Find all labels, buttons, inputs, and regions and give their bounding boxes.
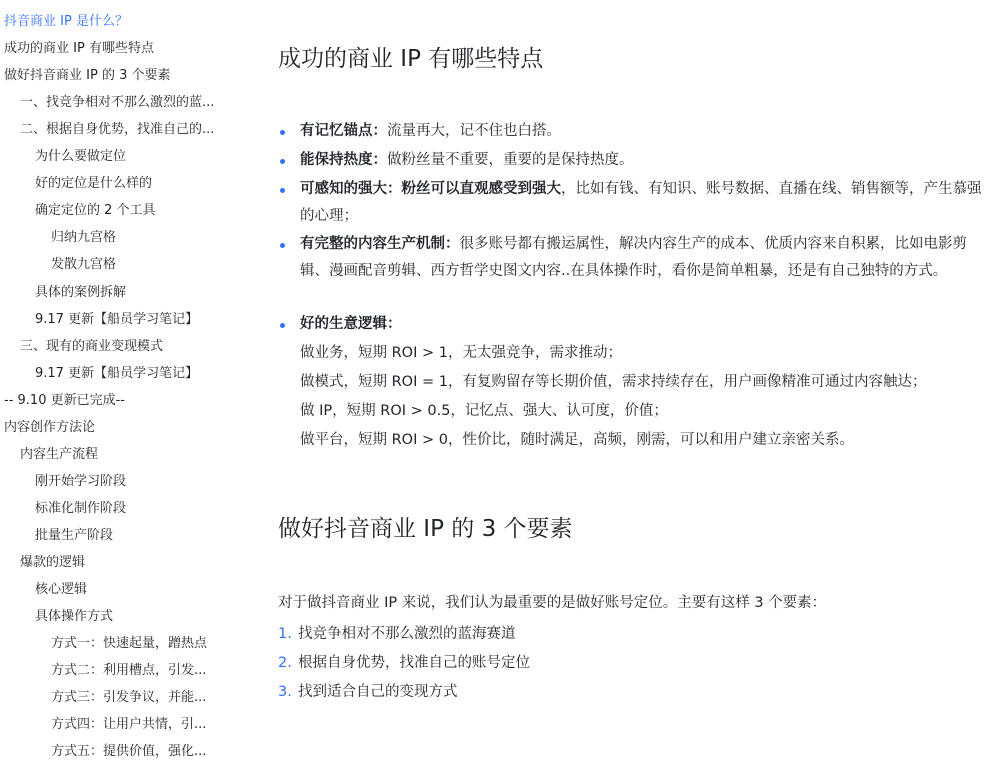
- toc-item[interactable]: 归纳九宫格: [51, 230, 117, 246]
- bullet-text: 很多账号都有搬运属性，解决内容生产的成本、优质内容来自积累，比如电影剪辑、漫画配音剪辑、西方哲学史图文内容..在具体操作时，看你是简单粗暴，还是有自己独特的方式。: [300, 236, 967, 279]
- toc-item[interactable]: 发散九宫格: [51, 257, 117, 273]
- toc-item[interactable]: 具体操作方式: [35, 609, 114, 625]
- section-intro: 对于做抖音商业 IP 来说，我们认为最重要的是做好账号定位。主要有这样 3 个要素：: [278, 595, 827, 611]
- toc-item[interactable]: 爆款的逻辑: [20, 555, 86, 570]
- toc-item[interactable]: 成功的商业 IP 有哪些特点: [4, 41, 154, 57]
- bullet-bold: 有记忆锚点：: [300, 123, 387, 139]
- toc-item[interactable]: 一、找竞争相对不那么激烈的蓝...: [20, 95, 215, 111]
- business-logic-line: 做平台，短期 ROI > 0，性价比，随时满足，高频，刚需，可以和用户建立亲密关系。: [300, 432, 854, 448]
- business-logic-line: 做模式，短期 ROI = 1，有复购留存等长期价值，需求持续存在，用户画像精准可通过内容触达；: [300, 374, 927, 390]
- bullet-text: 流量再大，记不住也白搭。: [387, 123, 561, 139]
- toc-item[interactable]: 二、根据自身优势，找准自己的...: [20, 122, 215, 138]
- bullet-text: 做粉丝量不重要，重要的是保持热度。: [387, 152, 634, 168]
- toc-item[interactable]: 为什么要做定位: [35, 149, 127, 165]
- toc-item[interactable]: -- 9.10 更新已完成--: [4, 392, 125, 408]
- bullet-item: [278, 118, 990, 145]
- bullet-item: [278, 231, 990, 285]
- toc-item[interactable]: 方式四：让用户共情，引...: [51, 717, 207, 733]
- numbered-item: [278, 679, 458, 706]
- toc-item[interactable]: 方式一：快速起量，蹭热点: [51, 636, 208, 652]
- bullet-dot-icon: [280, 159, 285, 164]
- toc-item[interactable]: 刚开始学习阶段: [35, 473, 127, 489]
- toc-item[interactable]: 内容生产流程: [20, 446, 99, 462]
- bullet-bold: 可感知的强大：粉丝可以直观感受到强大: [300, 181, 561, 197]
- bullet-bold: 能保持热度：: [300, 152, 387, 168]
- bullet-item: [278, 176, 990, 230]
- bullet-dot-icon: [280, 323, 285, 328]
- toc-item[interactable]: 具体的案例拆解: [35, 284, 127, 300]
- item-number: 3.: [278, 684, 292, 700]
- section-title-elements: 做好抖音商业 IP 的 3 个要素: [278, 516, 573, 542]
- table-of-contents: [0, 0, 250, 776]
- business-logic-line: 做 IP，短期 ROI > 0.5，记忆点、强大、认可度，价值；: [300, 403, 668, 419]
- bullet-item: [278, 147, 990, 174]
- toc-item[interactable]: 做好抖音商业 IP 的 3 个要素: [4, 68, 171, 84]
- toc-item[interactable]: 方式二：利用槽点，引发...: [51, 663, 207, 679]
- item-text: 根据自身优势，找准自己的账号定位: [298, 655, 530, 671]
- toc-item[interactable]: 标准化制作阶段: [35, 500, 127, 516]
- item-number: 1.: [278, 626, 292, 642]
- item-text: 找竞争相对不那么激烈的蓝海赛道: [298, 626, 516, 642]
- bullet-dot-icon: [280, 188, 285, 193]
- item-number: 2.: [278, 655, 292, 671]
- toc-item[interactable]: 9.17 更新【船员学习笔记】: [35, 311, 199, 327]
- toc-item[interactable]: 批量生产阶段: [35, 527, 114, 543]
- toc-item[interactable]: 好的定位是什么样的: [35, 176, 153, 192]
- bullet-dot-icon: [280, 243, 285, 248]
- toc-item[interactable]: 抖音商业 IP 是什么？: [4, 14, 128, 29]
- bullet-bold: 好的生意逻辑：: [300, 316, 402, 332]
- numbered-item: [278, 650, 530, 677]
- toc-item[interactable]: 核心逻辑: [35, 582, 88, 598]
- bullet-dot-icon: [280, 130, 285, 135]
- toc-item[interactable]: 方式三：引发争议，并能...: [51, 690, 207, 706]
- toc-item[interactable]: 确定定位的 2 个工具: [35, 203, 156, 219]
- bullet-text: ，比如有钱、有知识、账号数据、直播在线、销售额等，产生慕强的心理；: [300, 181, 982, 224]
- toc-item[interactable]: 内容创作方法论: [4, 419, 96, 435]
- bullet-item: [278, 311, 990, 338]
- toc-item[interactable]: 方式五：提供价值，强化...: [51, 744, 207, 760]
- business-logic-line: 做业务，短期 ROI > 1，无太强竞争，需求推动；: [300, 345, 622, 361]
- section-title-features: 成功的商业 IP 有哪些特点: [278, 46, 544, 72]
- toc-item[interactable]: 三、现有的商业变现模式: [20, 338, 164, 354]
- numbered-item: [278, 621, 516, 648]
- toc-item[interactable]: 9.17 更新【船员学习笔记】: [35, 365, 199, 381]
- bullet-bold: 有完整的内容生产机制：: [300, 236, 460, 252]
- item-text: 找到适合自己的变现方式: [298, 684, 458, 700]
